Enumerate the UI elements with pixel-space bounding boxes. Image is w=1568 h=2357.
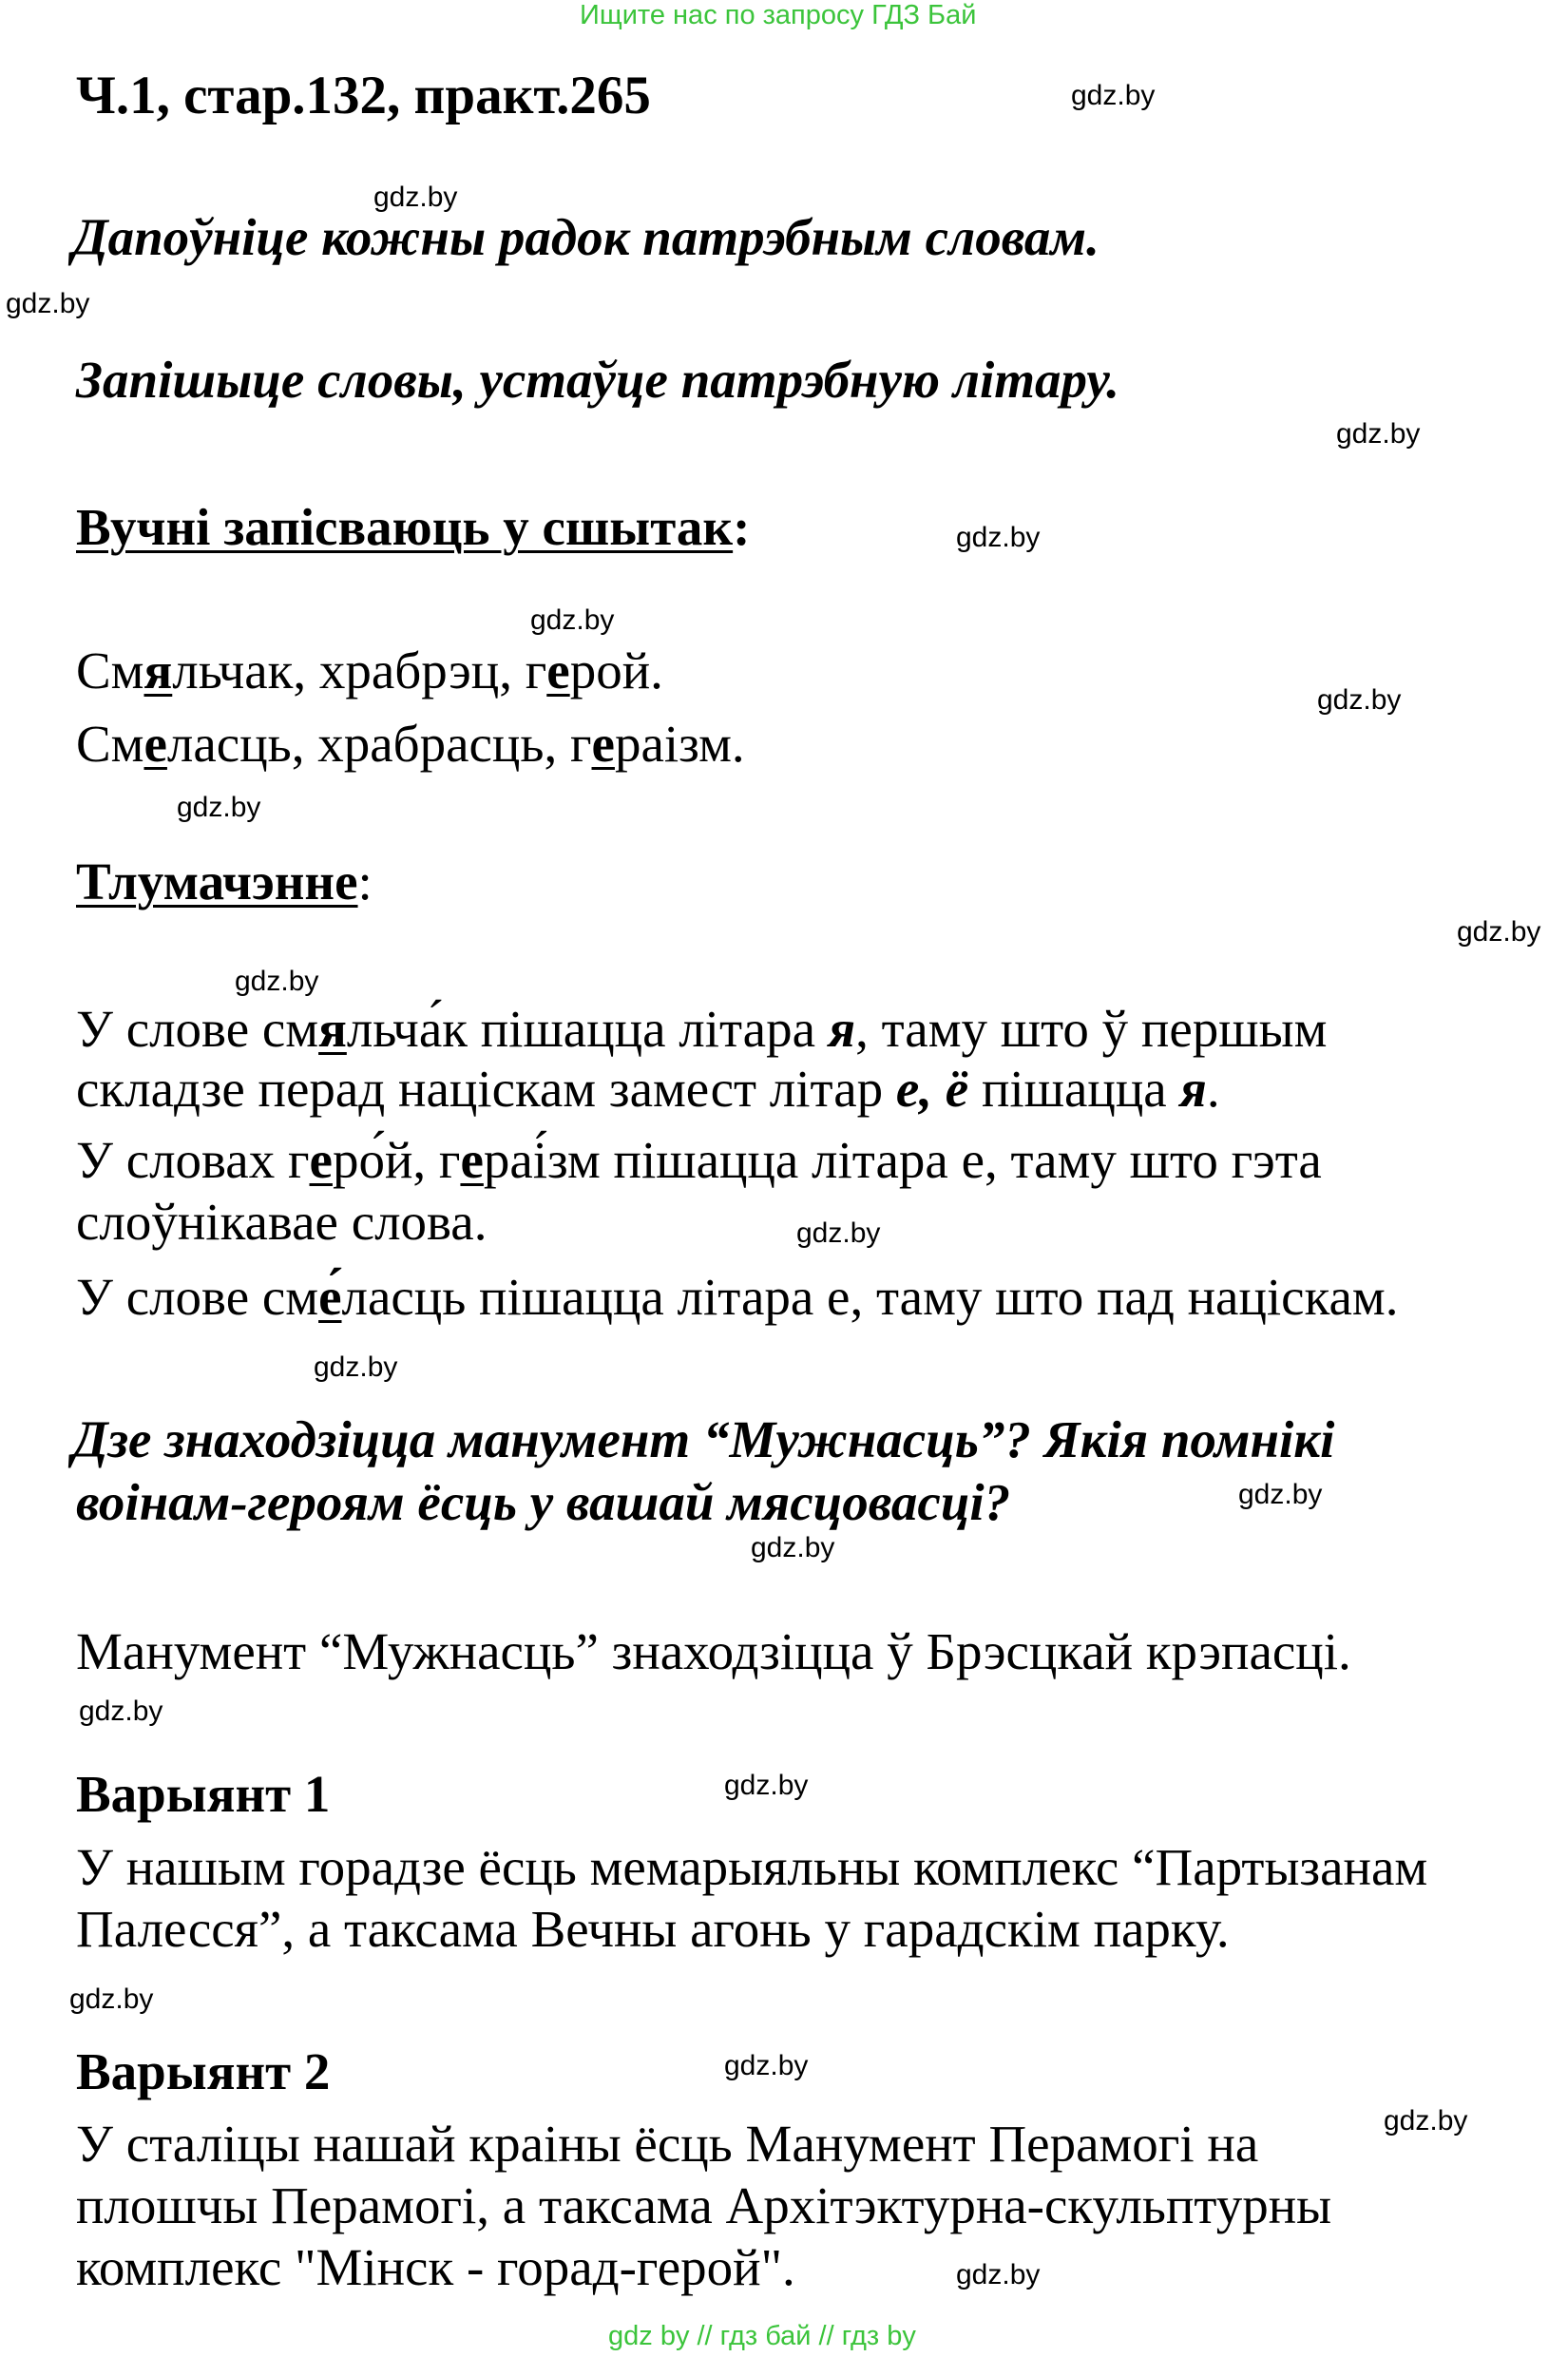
highlighted-letter: е [309,1131,333,1189]
highlighted-letter: е [143,715,167,773]
text-part: раі́зм пішацца літара е, таму што гэта [483,1131,1322,1189]
watermark: gdz.by [956,522,1041,553]
text-part: У словах г [76,1131,310,1189]
highlighted-letter: е [460,1131,484,1189]
text-part: У слове см [76,1268,319,1326]
words-line-2 [76,715,745,773]
watermark: gdz.by [1384,2105,1468,2137]
students-write-label: Вучні запісваюць у сшытак [76,498,734,556]
watermark: gdz.by [69,1983,154,2015]
question-line-1: Дзе знаходзіцца манумент “Мужнасць”? Якія помнікі [72,1410,1335,1468]
variant-1-line-2: Палесся”, а таксама Вечны агонь у гарадскім парку. [76,1900,1230,1958]
text-part: пішацца [968,1060,1180,1118]
emphasized-letters: е, ё [895,1060,969,1118]
explanation-1-line-2 [76,1060,1220,1118]
watermark: gdz.by [1457,916,1541,948]
watermark: gdz.by [235,966,319,997]
watermark: gdz.by [1238,1479,1323,1510]
text-part: ласць пішацца літара е, таму што пад націскам. [341,1268,1399,1326]
explanation-1-line-1 [76,1000,1328,1058]
top-banner: Ищите нас по запросу ГДЗ Бай [580,0,977,30]
watermark: gdz.by [79,1696,163,1727]
variant-1-heading: Варыянт 1 [76,1765,331,1823]
variant-2-line-1: У сталіцы нашай краіны ёсць Манумент Перамогі на [76,2115,1259,2173]
explanation-2-line-1 [76,1131,1322,1189]
watermark: gdz.by [1317,684,1402,716]
text-part: См [76,715,144,773]
text-part: рой. [569,642,663,699]
watermark: gdz.by [177,792,261,823]
text-part: льча́к пішацца літара [346,1000,829,1058]
explanation-2-line-2: слоўнікавае слова. [76,1193,488,1251]
emphasized-letter: я [828,1000,856,1058]
question-line-2: воінам-героям ёсць у вашай мясцовасці? [76,1473,1011,1531]
variant-2-line-3: комплекс "Мінск - горад-герой". [76,2238,795,2296]
watermark: gdz.by [724,2050,809,2081]
text-part: льчак, храбрэц, г [172,642,547,699]
watermark: gdz.by [1071,80,1156,111]
highlighted-letter: я [318,1000,347,1058]
emphasized-letter: я [1179,1060,1207,1118]
watermark: gdz.by [956,2259,1041,2290]
text-part: . [1206,1060,1220,1118]
task-instruction-1: Дапоўніце кожны радок патрэбным словам. [72,208,1100,266]
watermark: gdz.by [314,1351,398,1383]
students-write-colon: : [733,498,751,556]
highlighted-letter: е [546,642,570,699]
watermark: gdz.by [6,288,90,319]
variant-2-heading: Варыянт 2 [76,2042,331,2100]
text-part: ро́й, г [332,1131,461,1189]
watermark: gdz.by [1336,418,1421,450]
highlighted-letter: е [591,715,615,773]
watermark: gdz.by [373,182,458,213]
highlighted-letter: я [143,642,173,699]
text-part: , таму што ў першым [855,1000,1328,1058]
text-part: У слове см [76,1000,319,1058]
watermark: gdz.by [751,1532,835,1563]
highlighted-letter: е́ [318,1268,342,1326]
watermark: gdz.by [796,1217,881,1249]
page-title: Ч.1, стар.132, практ.265 [76,66,651,125]
answer-main: Манумент “Мужнасць” знаходзіцца ў Брэсцкай крэпасці. [76,1622,1351,1680]
explanation-label: Тлумачэнне [76,853,358,910]
explanation-colon: : [357,853,373,910]
explanation-heading [76,855,373,908]
explanation-3-line-1 [76,1268,1399,1326]
text-part: См [76,642,144,699]
variant-2-line-2: плошчы Перамогі, а таксама Архітэктурна-скульптурны [76,2176,1332,2234]
text-part: складзе перад націскам замест літар [76,1060,896,1118]
footer-links: gdz by // гдз бай // гдз by [608,2321,916,2351]
variant-1-line-1: У нашым горадзе ёсць мемарыяльны комплекс “Партызанам [76,1838,1428,1896]
text-part: ласць, храбрасць, г [166,715,592,773]
watermark: gdz.by [530,604,615,636]
text-part: раізм. [614,715,745,773]
words-line-1 [76,644,663,697]
task-instruction-2: Запішыце словы, устаўце патрэбную літару. [76,351,1120,409]
watermark: gdz.by [724,1770,809,1801]
students-write-heading [76,498,751,556]
